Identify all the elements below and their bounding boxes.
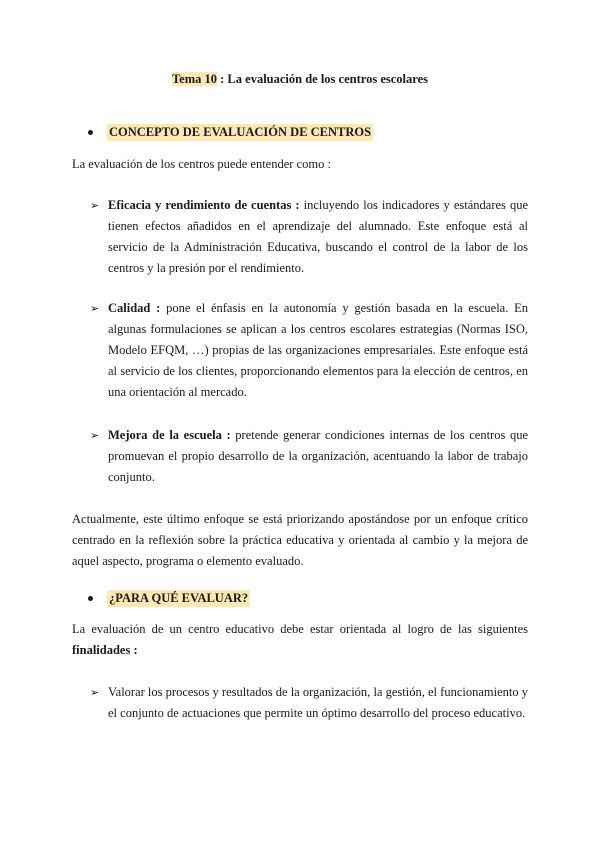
section-heading-para-que (88, 590, 250, 607)
list-item (90, 425, 528, 488)
list-item-text: pretende generar condiciones internas de los centros que promuevan el propio desarrollo de la organización, acentuando la labor de trabajo conjunto. (108, 428, 528, 484)
section-heading-text: ¿PARA QUÉ EVALUAR? (109, 591, 249, 605)
section1-closing: Actualmente, este último enfoque se está priorizando apostándose por un enfoque crítico centrado en la reflexión sobre la práctica educativa y orientada al cambio y la mejora de aquel aspecto, programa o elemento evaluado. (72, 512, 528, 568)
arrow-bullet-icon: ➢ (90, 429, 100, 442)
section2-intro (72, 619, 528, 661)
list-item (90, 298, 528, 403)
list-item-text: pone el énfasis en la autonomía y gestión basada en la escuela. En algunas formulaciones se aplican a los centros escolares estrategias (Normas ISO, Modelo EFQM, …) propias de las organizaciones empresariales. Este enfoque está al servicio de los clientes, proporcionando elementos para la elección de centros, en una orientación al mercado. (108, 301, 529, 399)
list-item-body (108, 195, 528, 279)
bullet-dot-icon (88, 596, 93, 601)
list-item-text: incluyendo los indicadores y estándares que tienen efectos añadidos en el aprendizaje del alumnado. Este enfoque está al servicio de la Administración Educativa, buscando el control de la labor de los centros y la presión por el rendimiento. (108, 198, 528, 275)
list-item-label: Calidad : (108, 301, 161, 315)
title-text: : La evaluación de los centros escolares (217, 72, 428, 86)
section-heading-text: CONCEPTO DE EVALUACIÓN DE CENTROS (109, 125, 372, 139)
list-item (90, 682, 528, 724)
arrow-bullet-icon: ➢ (90, 199, 100, 212)
list-item-body (108, 298, 528, 403)
arrow-bullet-icon: ➢ (90, 686, 100, 699)
list-item-body: Valorar los procesos y resultados de la organización, la gestión, el funcionamiento y el conjunto de actuaciones que permite un óptimo desarrollo del proceso educativo. (108, 685, 528, 720)
section2-intro-bold: finalidades : (72, 643, 138, 657)
page-title (0, 72, 600, 87)
bullet-dot-icon (88, 130, 93, 135)
arrow-bullet-icon: ➢ (90, 302, 100, 315)
section1-intro: La evaluación de los centros puede entender como : (72, 157, 331, 171)
list-item-body (108, 425, 528, 488)
section2-intro-text: La evaluación de un centro educativo debe estar orientada al logro de las siguientes (72, 622, 528, 636)
list-item (90, 195, 528, 279)
list-item-label: Mejora de la escuela : (108, 428, 231, 442)
list-item-label: Eficacia y rendimiento de cuentas : (108, 198, 300, 212)
title-topic-number: Tema 10 (171, 72, 218, 86)
section-heading-concepto (88, 124, 373, 141)
